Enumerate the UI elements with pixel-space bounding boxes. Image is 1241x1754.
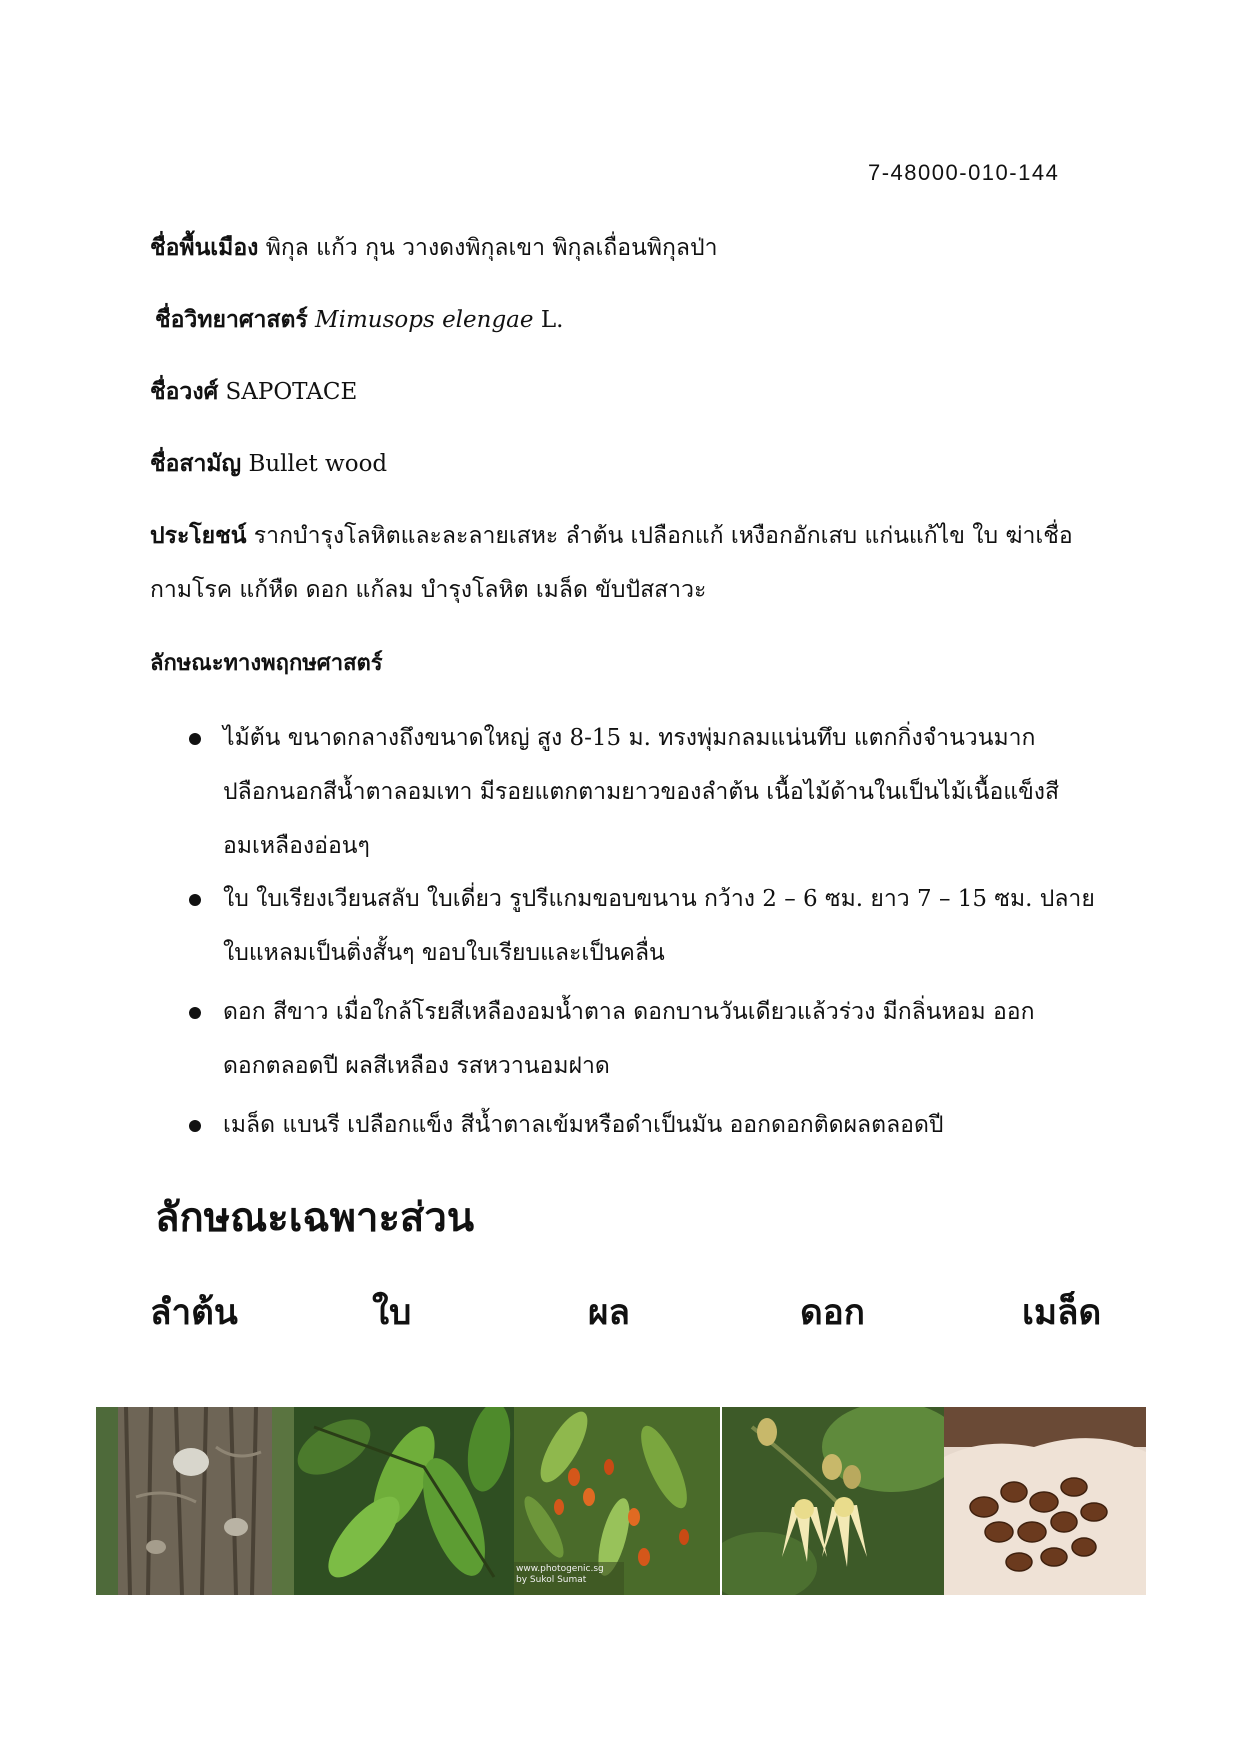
scientific-name-author: L.: [540, 307, 564, 333]
scientific-name-line: [155, 302, 563, 338]
local-name-label: ชื่อพื้นเมือง: [150, 234, 259, 261]
local-name-line: [150, 230, 718, 266]
benefits-line-2: กามโรค แก้หืด ดอก แก้ลม บำรุงโลหิต เมล็ด ขับปัสสาวะ: [150, 577, 707, 603]
bullet-3-line-2: ดอกตลอดปี ผลสีเหลือง รสหวานอมฝาด: [223, 1053, 610, 1079]
seed-photo: [944, 1407, 1146, 1595]
trunk-photo: [96, 1407, 294, 1595]
bullet-dot: [189, 733, 201, 745]
bullet-2-line-2: ใบแหลมเป็นติ่งสั้นๆ ขอบใบเรียบและเป็นคลื่น: [223, 940, 665, 966]
benefits-line-1: [150, 518, 1073, 554]
bullet-3-line-1: ดอก สีขาว เมื่อใกล้โรยสีเหลืองอมน้ำตาล ดอกบานวันเดียวแล้วร่วง มีกลิ่นหอม ออก: [223, 999, 1035, 1025]
botany-heading: ลักษณะทางพฤกษศาสตร์: [150, 650, 383, 676]
scientific-name-value: Mimusops elengae: [315, 307, 534, 333]
bullet-1-line-1: ไม้ต้น ขนาดกลางถึงขนาดใหญ่ สูง 8-15 ม. ทรงพุ่มกลมแน่นทึบ แตกกิ่งจำนวนมาก: [223, 725, 1036, 751]
common-name-line: [150, 446, 387, 482]
benefits-label: ประโยชน์: [150, 522, 247, 549]
bullet-dot: [189, 894, 201, 906]
fruit-photo-watermark: [516, 1564, 604, 1586]
parts-heading: ลักษณะเฉพาะส่วน: [155, 1194, 475, 1241]
benefits-text-1: รากบำรุงโลหิตและละลายเสหะ ลำต้น เปลือกแก้ เหงือกอักเสบ แก่นแก้ไข ใบ ฆ่าเชื่อ: [253, 523, 1073, 549]
family-line: [150, 374, 357, 410]
fruit-watermark-line-2: by Sukol Sumat: [516, 1575, 587, 1585]
scientific-name-label: ชื่อวิทยาศาสตร์: [155, 306, 308, 333]
leaf-photo: [294, 1407, 514, 1595]
family-label: ชื่อวงศ์: [150, 378, 219, 405]
part-label-trunk: ลำต้น: [150, 1292, 238, 1333]
document-id: 7-48000-010-144: [868, 160, 1060, 185]
part-label-seed: เมล็ด: [1022, 1292, 1102, 1333]
part-label-leaf: ใบ: [372, 1292, 412, 1333]
local-name-value: พิกุล แก้ว กุน วางดงพิกุลเขา พิกุลเถื่อนพิกุลป่า: [265, 235, 718, 261]
flower-photo: [722, 1407, 944, 1595]
common-name-label: ชื่อสามัญ: [150, 450, 242, 477]
part-label-fruit: ผล: [588, 1292, 630, 1333]
bullet-1-line-3: อมเหลืองอ่อนๆ: [223, 833, 370, 859]
fruit-watermark-line-1: www.photogenic.sg: [516, 1564, 604, 1574]
common-name-value: Bullet wood: [248, 451, 388, 477]
fruit-photo: [514, 1407, 720, 1595]
family-value: SAPOTACE: [225, 379, 358, 405]
bullet-dot: [189, 1007, 201, 1019]
part-label-flower: ดอก: [800, 1292, 865, 1333]
bullet-1-line-2: ปลือกนอกสีน้ำตาลอมเทา มีรอยแตกตามยาวของลำต้น เนื้อไม้ด้านในเป็นไม้เนื้อแข็งสี: [223, 779, 1060, 805]
bullet-dot: [189, 1120, 201, 1132]
bullet-4-line-1: เมล็ด แบนรี เปลือกแข็ง สีน้ำตาลเข้มหรือดำเป็นมัน ออกดอกติดผลตลอดปี: [223, 1112, 944, 1138]
bullet-2-line-1: ใบ ใบเรียงเวียนสลับ ใบเดี่ยว รูปรีแกมขอบขนาน กว้าง 2 – 6 ซม. ยาว 7 – 15 ซม. ปลาย: [223, 886, 1095, 912]
